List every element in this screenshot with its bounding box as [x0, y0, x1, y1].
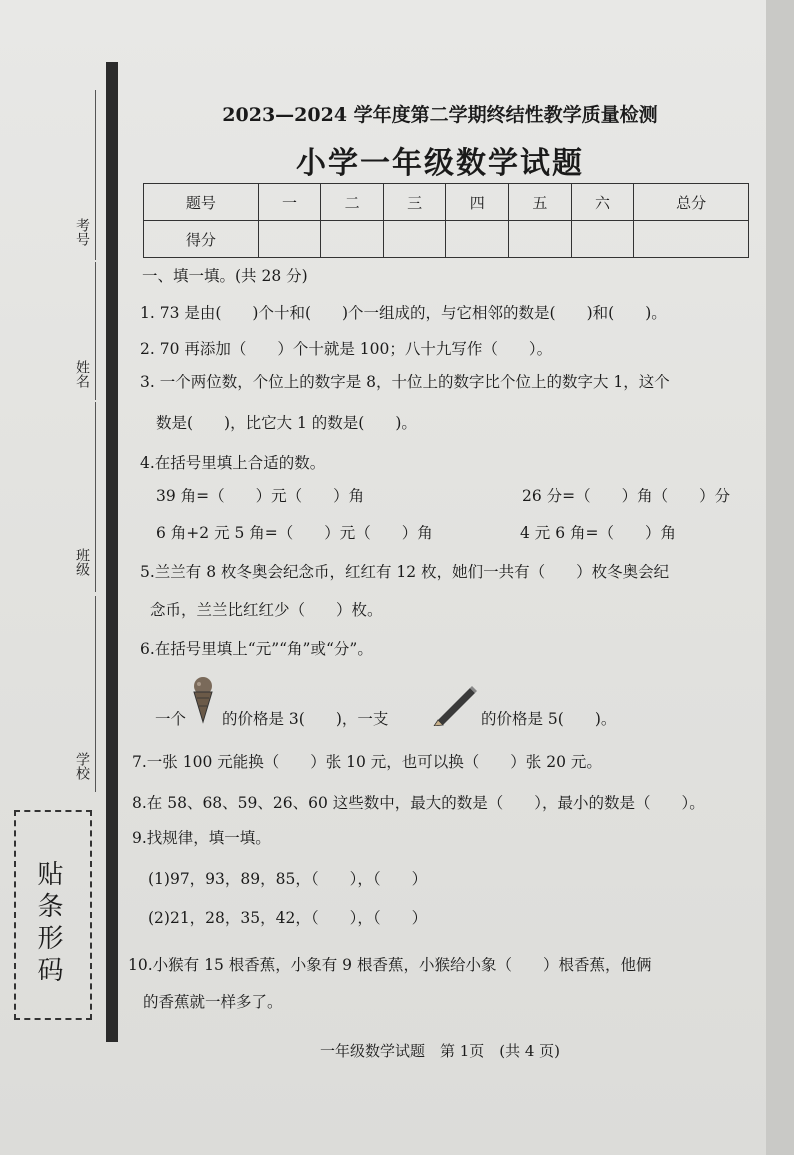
question-9: 9.找规律，填一填。: [132, 829, 271, 847]
question-5-line2: 念币，兰兰比红红少（ ）枚。: [150, 601, 383, 619]
question-8: 8.在 58、68、59、26、60 这些数中，最大的数是（ ），最小的数是（ ）。: [132, 794, 705, 812]
score-cell: 三: [383, 184, 446, 221]
question-6c: 的价格是 5( )。: [481, 710, 617, 728]
margin-line-exam-no: [95, 90, 96, 260]
question-2: 2. 70 再添加（ ）个十就是 100；八十九写作（ ）。: [140, 340, 553, 358]
question-9a: (1)97，93，89，85，（ ），（ ）: [148, 870, 428, 888]
margin-label-exam-no: 考号: [74, 218, 90, 246]
page-footer: 一年级数学试题 第 1页 (共 4 页): [319, 1042, 561, 1060]
pencil-icon: [432, 684, 478, 726]
score-input-cell[interactable]: [634, 221, 749, 258]
question-4: 4.在括号里填上合适的数。: [140, 454, 326, 472]
score-cell: 二: [321, 184, 384, 221]
score-input-cell[interactable]: [321, 221, 384, 258]
score-table-header-row: [144, 184, 749, 221]
exam-title-line1: 2023—2024 学年度第二学期终结性教学质量检测: [222, 104, 658, 126]
score-input-cell[interactable]: [571, 221, 634, 258]
question-10-line1: 10.小猴有 15 根香蕉，小象有 9 根香蕉，小猴给小象（ ）根香蕉，他俩: [128, 956, 652, 974]
question-1: 1. 73 是由( )个十和( )个一组成的，与它相邻的数是( )和( )。: [140, 304, 667, 322]
paper-edge: [766, 0, 794, 1155]
question-6b: 的价格是 3( )，一支: [222, 710, 389, 728]
margin-label-school: 学校: [74, 752, 90, 780]
question-6a-prefix: 一个: [155, 710, 187, 728]
score-cell: 总分: [634, 184, 749, 221]
question-3-line1: 3. 一个两位数，个位上的数字是 8，十位上的数字比个位上的数字大 1，这个: [140, 373, 670, 391]
score-cell: 一: [258, 184, 321, 221]
question-4c: 6 角+2 元 5 角=（ ）元（ ）角: [156, 524, 433, 542]
margin-label-class: 班级: [74, 548, 90, 576]
question-4b: 26 分=（ ）角（ ）分: [522, 487, 731, 505]
margin-line-name: [95, 262, 96, 400]
question-10-line2: 的香蕉就一样多了。: [143, 993, 283, 1011]
question-9b: (2)21，28，35，42，（ ），（ ）: [148, 909, 428, 927]
exam-title-line2: 小学一年级数学试题: [296, 146, 584, 181]
score-cell: 四: [446, 184, 509, 221]
margin-line-class: [95, 402, 96, 592]
question-4a: 39 角=（ ）元（ ）角: [156, 487, 365, 505]
binding-bar: [106, 62, 118, 1042]
margin-line-school: [95, 596, 96, 792]
question-4d: 4 元 6 角=（ ）角: [520, 524, 676, 542]
question-5-line1: 5.兰兰有 8 枚冬奥会纪念币，红红有 12 枚，她们一共有（ ）枚冬奥会纪: [140, 563, 670, 581]
score-table: [143, 183, 749, 258]
barcode-label: 贴条形码: [33, 860, 63, 988]
score-input-cell[interactable]: [446, 221, 509, 258]
score-cell: 得分: [144, 221, 259, 258]
score-table-score-row: [144, 221, 749, 258]
score-cell: 六: [571, 184, 634, 221]
question-6: 6.在括号里填上“元”“角”或“分”。: [140, 640, 373, 658]
score-input-cell[interactable]: [258, 221, 321, 258]
score-input-cell[interactable]: [383, 221, 446, 258]
section-heading: 一、填一填。(共 28 分): [142, 267, 308, 285]
score-input-cell[interactable]: [509, 221, 572, 258]
score-cell: 题号: [144, 184, 259, 221]
margin-label-name: 姓名: [74, 360, 90, 388]
ice-cream-icon: [192, 676, 214, 724]
question-3-line2: 数是( )，比它大 1 的数是( )。: [156, 414, 417, 432]
score-cell: 五: [509, 184, 572, 221]
question-7: 7.一张 100 元能换（ ）张 10 元，也可以换（ ）张 20 元。: [132, 753, 602, 771]
